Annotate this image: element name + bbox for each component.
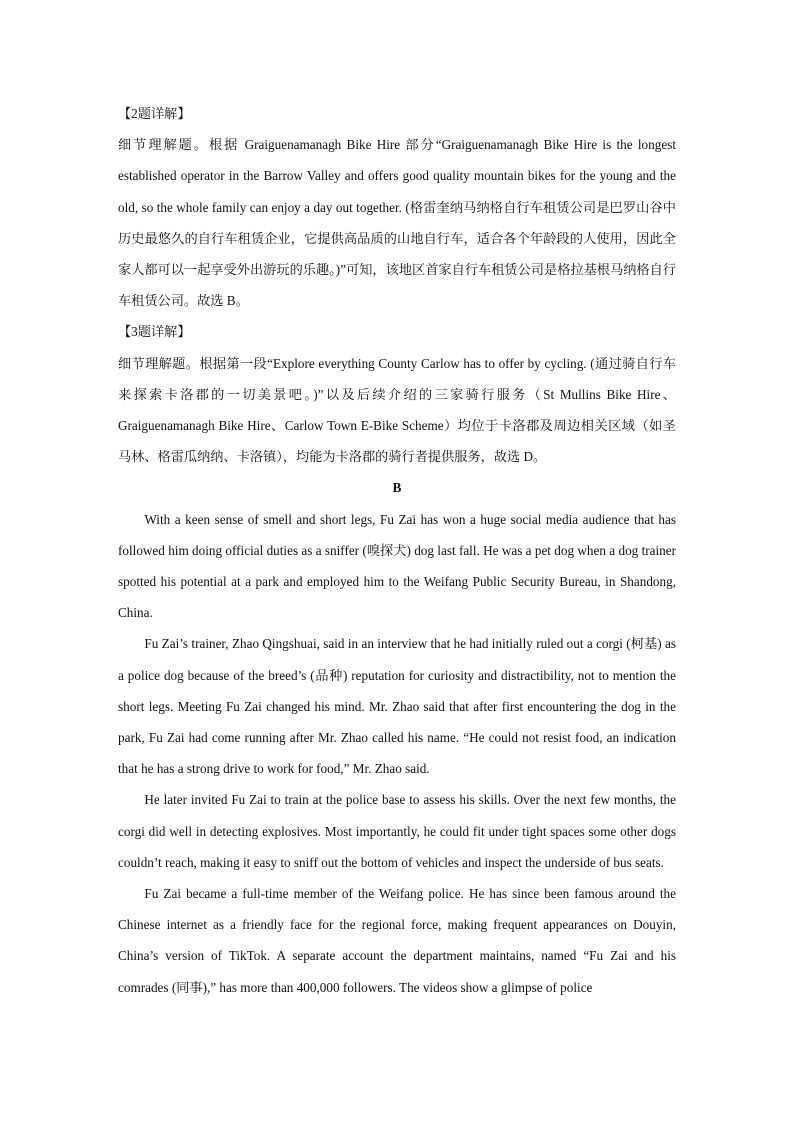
passage-paragraph-4: Fu Zai became a full-time member of the Weifang police. He has since been famous around the Chinese internet as a friendly face for the regional force, making frequent appearances on Douyin, China’s version of TikTok. A separate account the department maintains, named “Fu Zai and his comrades (同事),” has more than 400,000 followers. The videos show a glimpse of police [118,886,676,995]
section-body-q3: 细节理解题。根据第一段“Explore everything County Carlow has to offer by cycling. (通过骑自行车来探索卡洛郡的一切美景吧。)”以及后续介绍的三家骑行服务（St Mullins Bike Hire、Graiguenamanagh Bike Hire、Carlow Town E-Bike Scheme）均位于卡洛郡及周边相关区域（如圣马林、格雷瓜纳纳、卡洛镇），均能为卡洛郡的骑行者提供服务，故选 D。 [118,355,676,465]
document-page [118,98,676,1003]
section-heading-q3: 【3题详解】 [118,324,191,340]
passage-paragraph-2: Fu Zai’s trainer, Zhao Qingshuai, said in an interview that he had initially ruled out a corgi (柯基) as a police dog because of the breed’s (品种) reputation for curiosity and distractibility, not to mention the short legs. Meeting Fu Zai changed his mind. Mr. Zhao said that after first encountering the dog in the park, Fu Zai had come running after Mr. Zhao called his name. “He could not resist food, an indication that he has a strong drive to work for food,” Mr. Zhao said. [118,636,676,777]
passage-title: B [392,480,402,496]
passage-paragraph-1: With a keen sense of smell and short legs, Fu Zai has won a huge social media audience that has followed him doing official duties as a sniffer (嗅探犬) dog last fall. He was a pet dog when a dog trainer spotted his potential at a park and employed him to the Weifang Public Security Bureau, in Shandong, China. [118,511,676,621]
section-heading-q2: 【2题详解】 [118,106,191,121]
passage-paragraph-3: He later invited Fu Zai to train at the police base to assess his skills. Over the next few months, the corgi did well in detecting explosives. Most importantly, he could fit under tight spaces some other dogs couldn’t reach, making it easy to sniff out the bottom of vehicles and inspect the underside of bus seats. [118,792,676,870]
section-body-q2: 细节理解题。根据 Graiguenamanagh Bike Hire 部分“Graiguenamanagh Bike Hire is the longest established operator in the Barrow Valley and offers good quality mountain bikes for the young and the old, so the whole family can enjoy a day out together. (格雷奎纳马纳格自行车租赁公司是巴罗山谷中历史最悠久的自行车租赁企业，它提供高品质的山地自行车，适合各个年龄段的人使用，因此全家人都可以一起享受外出游玩的乐趣。)”可知，该地区首家自行车租赁公司是格拉基根马纳格自行车租赁公司。故选 B。 [118,137,676,309]
